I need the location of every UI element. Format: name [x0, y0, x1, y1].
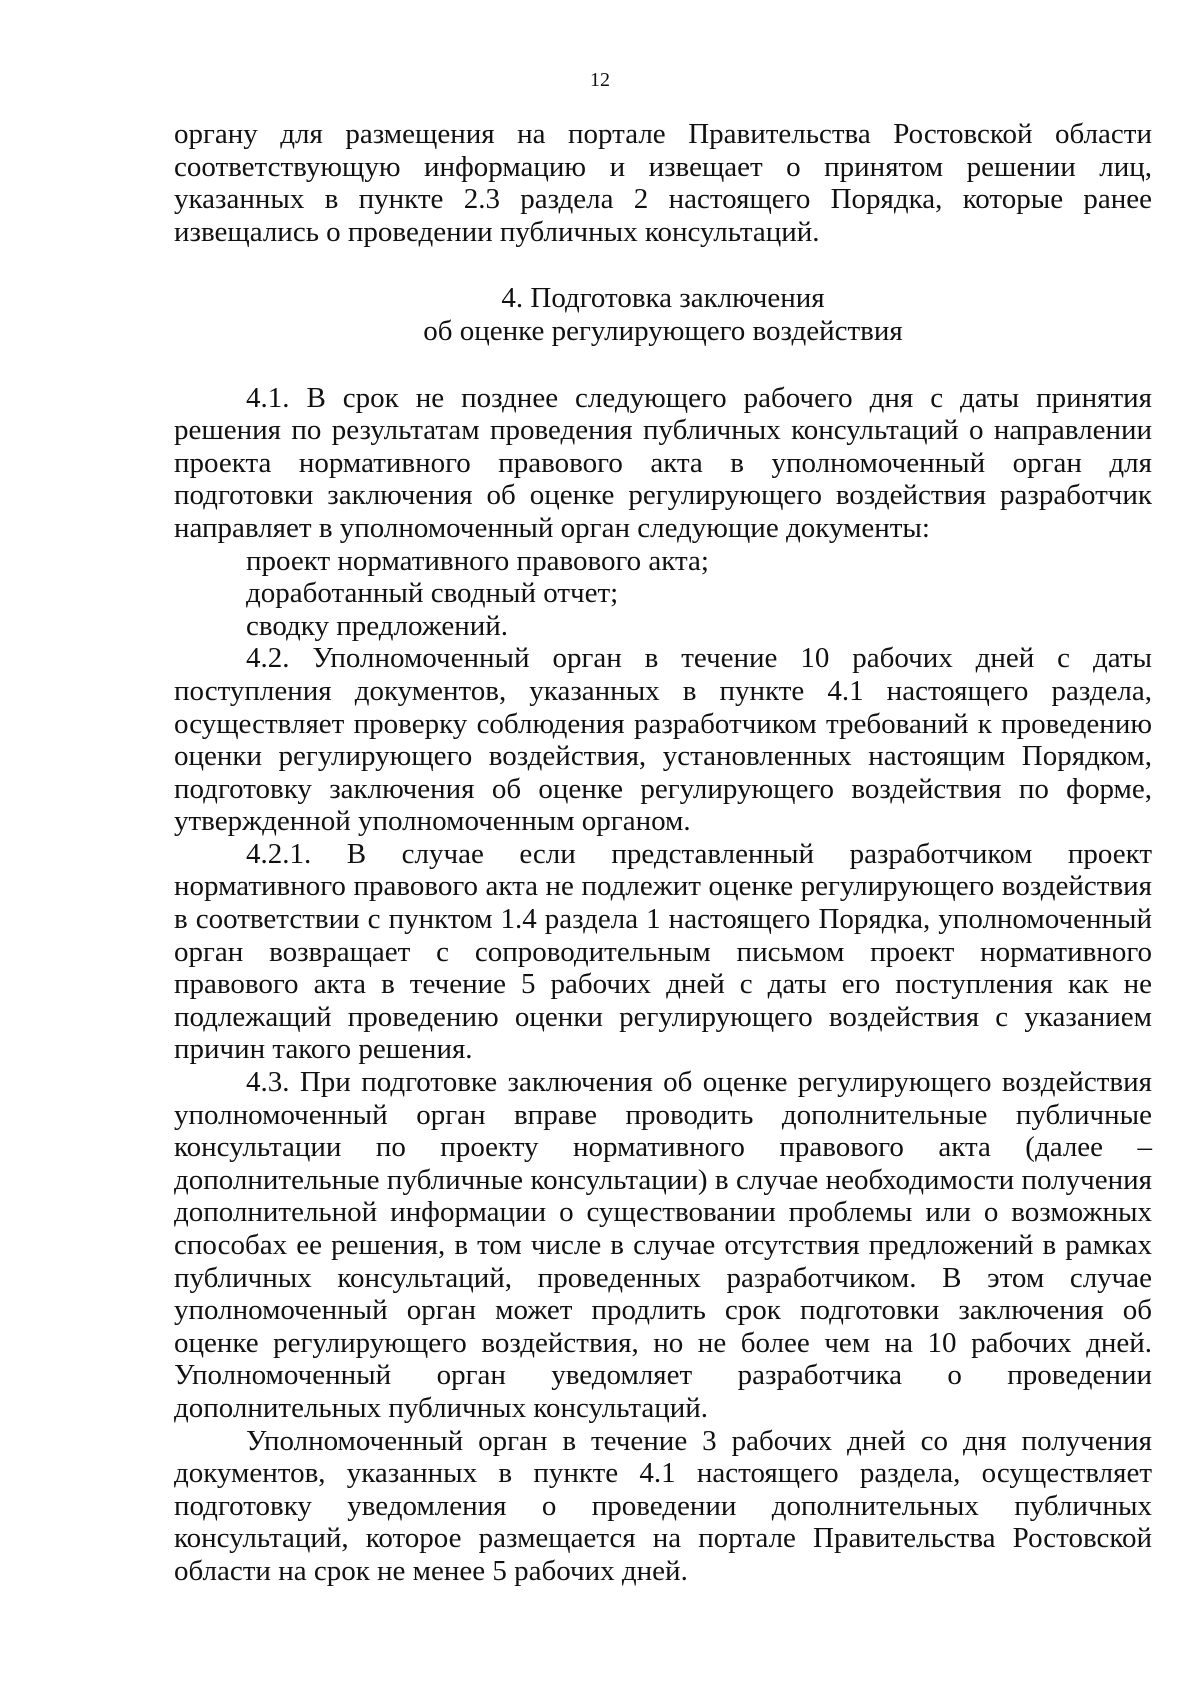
intro-paragraph: органу для размещения на портале Правительства Ростовской области соответствующую информацию и извещает о принятом решении лиц, указанных в пункте 2.3 раздела 2 настоящего Порядка, которые ранее извещались о проведении публичных консультаций.	[174, 118, 1152, 248]
document-list-item: сводку предложений.	[246, 609, 509, 642]
paragraph-4-2-1: 4.2.1. В случае если представленный разработчиком проект нормативного правового акта не подлежит оценке регулирующего воздействия в соответствии с пунктом 1.4 раздела 1 настоящего Порядка, уполномоченный орган возвращает с сопроводительным письмом проект нормативного правового акта в течение 5 рабочих дней с даты его поступления как не подлежащий проведению оценки регулирующего воздействия с указанием причин такого решения.	[174, 837, 1152, 1066]
document-list-item: доработанный сводный отчет;	[246, 577, 619, 610]
paragraph-4-3: 4.3. При подготовке заключения об оценке регулирующего воздействия уполномоченный орган вправе проводить дополнительные публичные консультации по проекту нормативного правового акта (далее – дополнительные публичные консультации) в случае необходимости получения дополнительной информации о существовании проблемы или о возможных способах ее решения, в том числе в случае отсутствия предложений в рамках публичных консультаций, проведенных разработчиком. В этом случае уполномоченный орган может продлить срок подготовки заключения об оценке регулирующего воздействия, но не более чем на 10 рабочих дней. Уполномоченный орган уведомляет разработчика о проведении дополнительных публичных консультаций.	[174, 1066, 1152, 1424]
paragraph-4-1: 4.1. В срок не позднее следующего рабочего дня с даты принятия решения по результатам проведения публичных консультаций о направлении проекта нормативного правового акта в уполномоченный орган для подготовки заключения об оценке регулирующего воздействия разработчик направляет в уполномоченный орган следующие документы:	[174, 381, 1152, 544]
document-list-item: проект нормативного правового акта;	[246, 544, 709, 577]
page-number: 12	[590, 69, 610, 91]
section-heading-line-1: 4. Подготовка заключения	[501, 282, 825, 315]
section-heading-line-2: об оценке регулирующего воздействия	[423, 314, 903, 347]
paragraph-4-2: 4.2. Уполномоченный орган в течение 10 рабочих дней с даты поступления документов, указанных в пункте 4.1 настоящего раздела, осуществляет проверку соблюдения разработчиком требований к проведению оценки регулирующего воздействия, установленных настоящим Порядком, подготовку заключения об оценке регулирующего воздействия по форме, утвержденной уполномоченным органом.	[174, 642, 1152, 838]
document-body	[174, 118, 1152, 1588]
paragraph-final: Уполномоченный орган в течение 3 рабочих дней со дня получения документов, указанных в пункте 4.1 настоящего раздела, осуществляет подготовку уведомления о проведении дополнительных публичных консультаций, которое размещается на портале Правительства Ростовской области на срок не менее 5 рабочих дней.	[174, 1424, 1152, 1587]
